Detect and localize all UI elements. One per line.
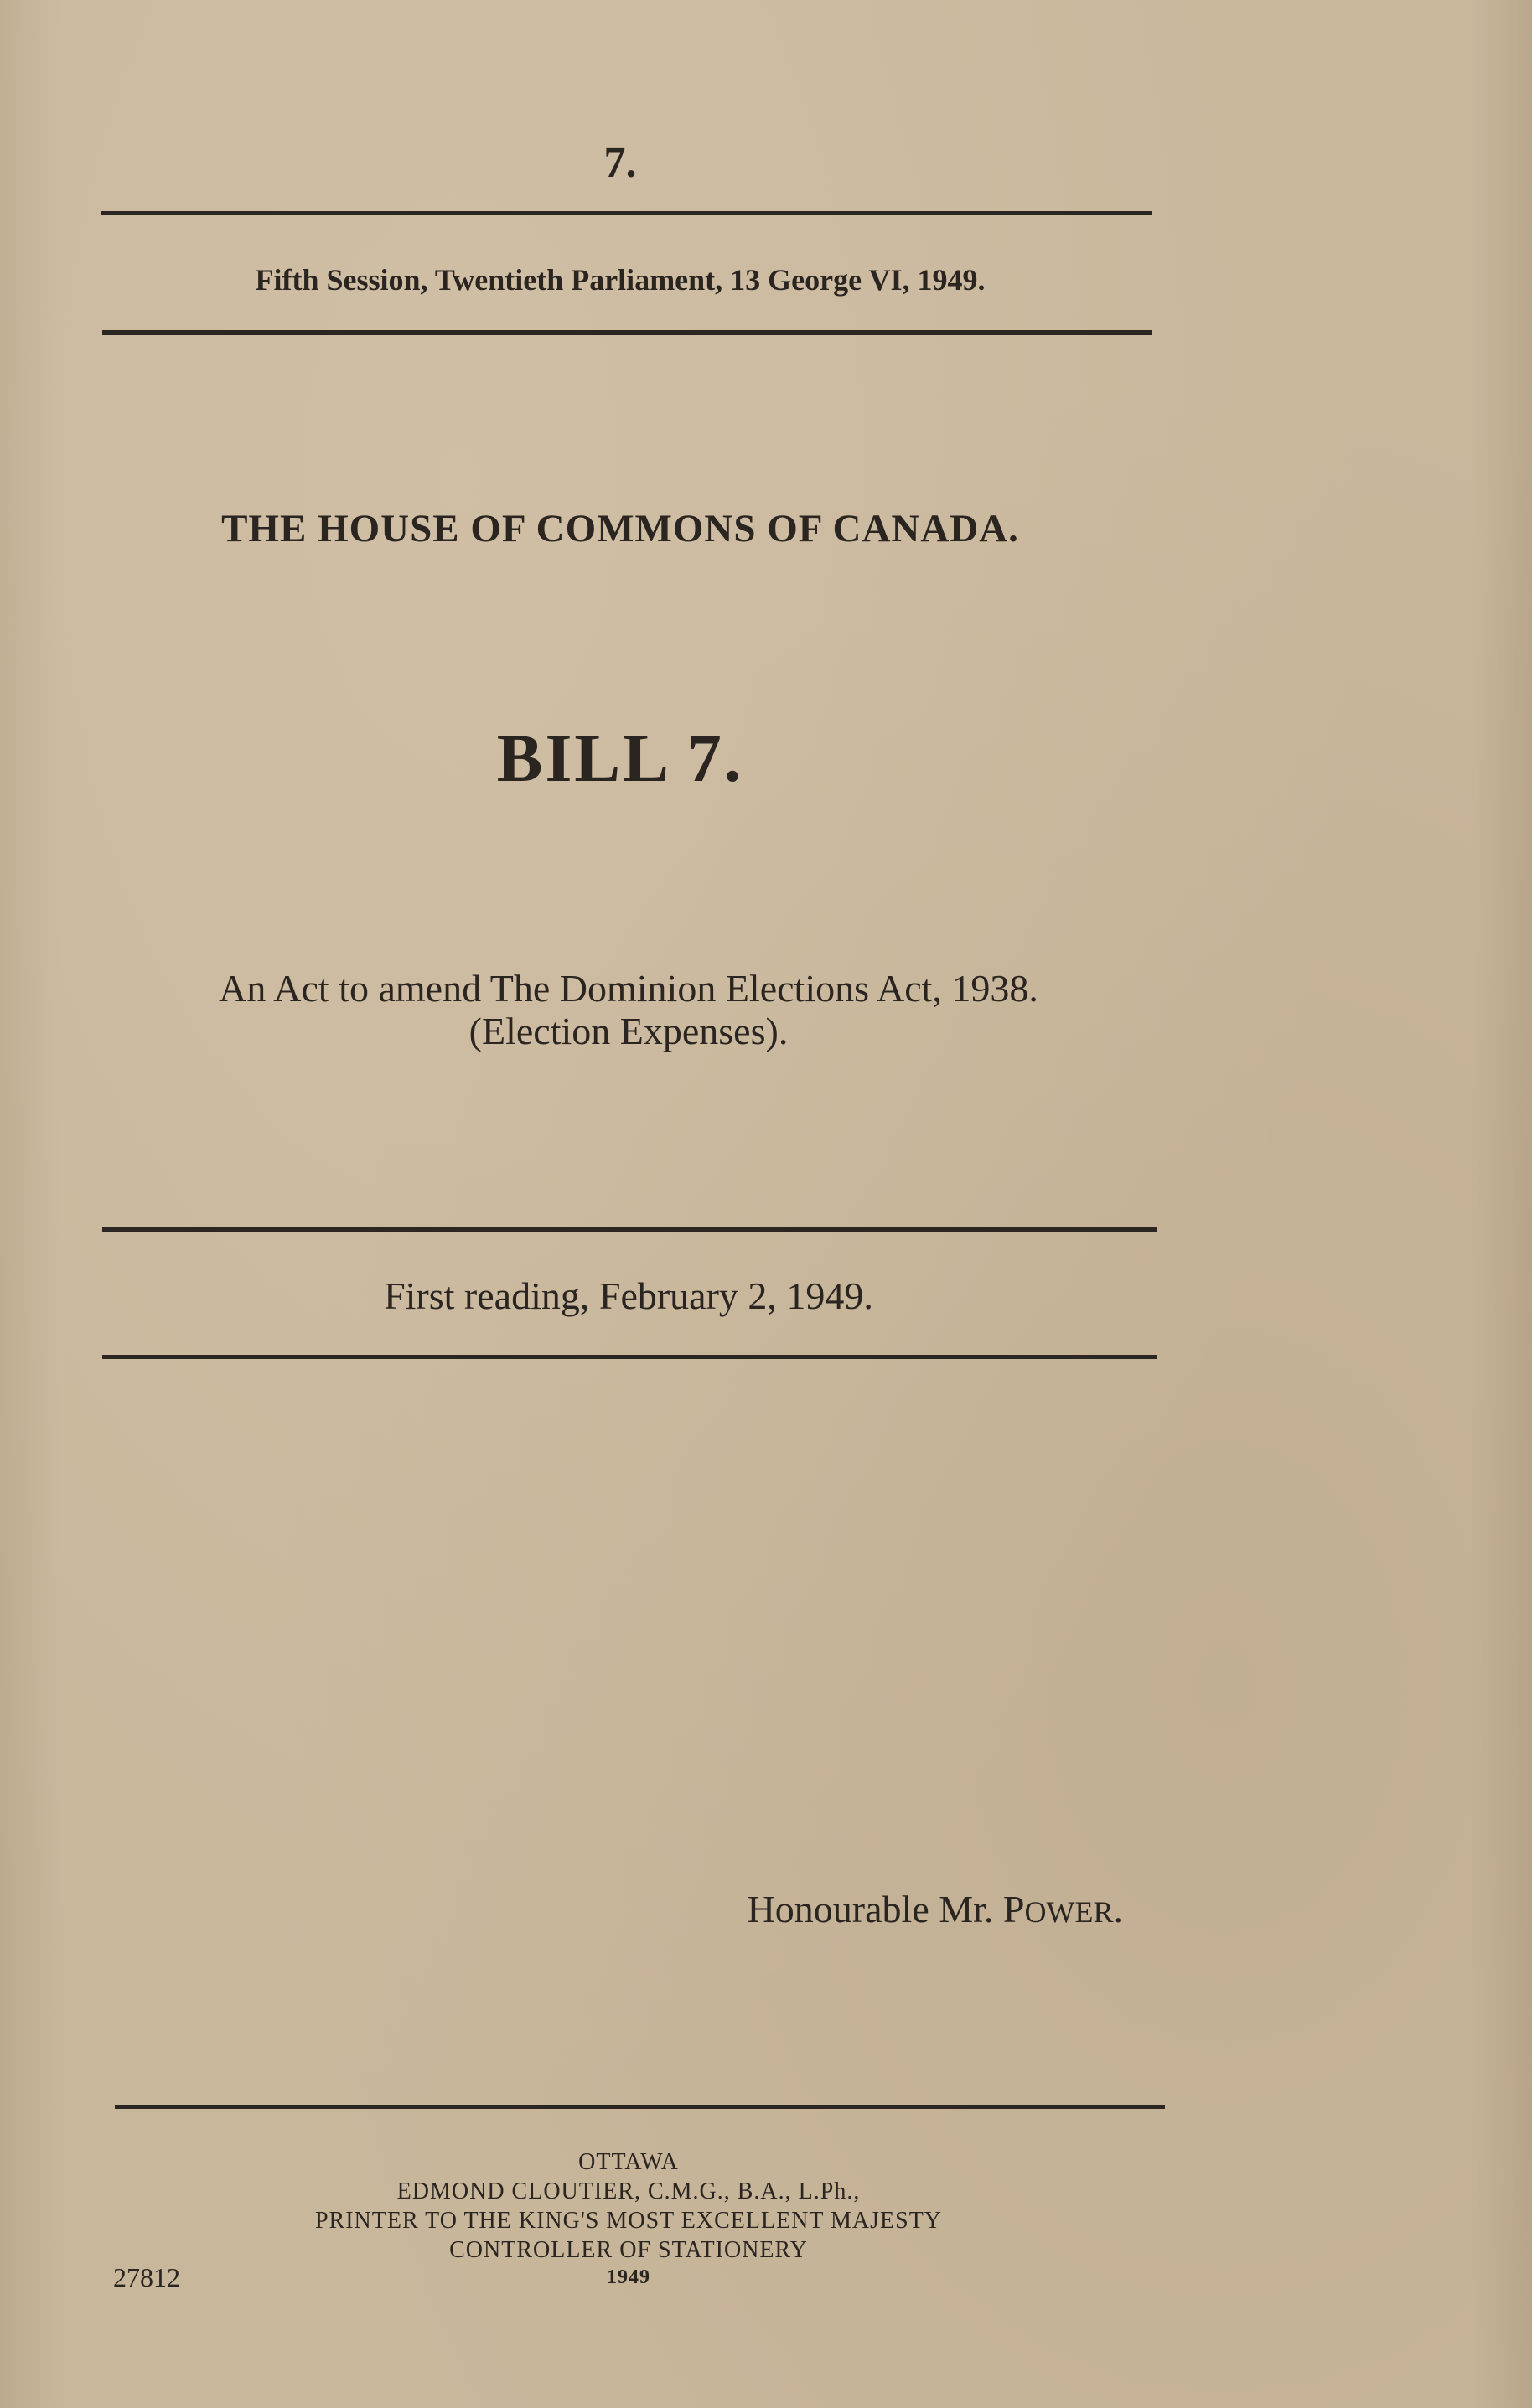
house-title: THE HOUSE OF COMMONS OF CANADA.	[221, 507, 1019, 550]
imprint-office: CONTROLLER OF STATIONERY	[449, 2237, 808, 2263]
sponsor-name-rest: OWER	[1024, 1895, 1114, 1929]
sponsor-line	[587, 1887, 1123, 1931]
sponsor-name-initial: P	[1002, 1888, 1025, 1930]
sponsor-prefix: Honourable Mr.	[747, 1888, 1003, 1930]
imprint-city: OTTAWA	[578, 2149, 679, 2175]
imprint-printer: EDMOND CLOUTIER, C.M.G., B.A., L.Ph.,	[396, 2178, 861, 2204]
act-description-line-1: An Act to amend The Dominion Elections Act, 1938.	[219, 967, 1038, 1010]
session-line: Fifth Session, Twentieth Parliament, 13 George VI, 1949.	[255, 263, 986, 297]
sponsor-suffix: .	[1113, 1888, 1123, 1930]
act-description-line-2: (Election Expenses).	[468, 1010, 789, 1052]
header-top-rule	[101, 211, 1152, 215]
imprint-rule	[115, 2105, 1165, 2109]
imprint-year: 1949	[607, 2266, 650, 2288]
first-reading-line: First reading, February 2, 1949.	[384, 1274, 873, 1317]
header-bottom-rule	[102, 330, 1152, 335]
bill-title: BILL 7.	[496, 720, 744, 796]
reading-top-rule	[102, 1227, 1157, 1232]
catalog-number: 27812	[113, 2262, 180, 2292]
bill-number-header: 7.	[603, 139, 637, 187]
imprint-printer-title: PRINTER TO THE KING'S MOST EXCELLENT MAJESTY	[314, 2208, 943, 2234]
reading-bottom-rule	[102, 1355, 1157, 1359]
